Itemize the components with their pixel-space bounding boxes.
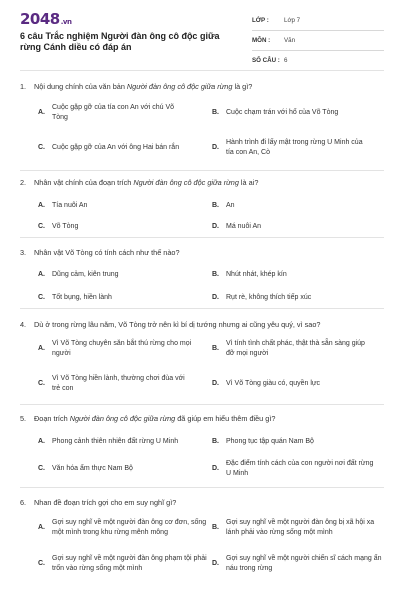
option-d[interactable] bbox=[212, 554, 384, 574]
option-letter: A. bbox=[38, 271, 45, 278]
question-stem bbox=[20, 320, 386, 330]
question-2 bbox=[20, 178, 386, 230]
question-stem bbox=[20, 82, 386, 92]
option-letter: B. bbox=[212, 438, 219, 445]
option-text: Tốt bụng, hiền lành bbox=[52, 294, 112, 301]
option-letter: D. bbox=[212, 294, 219, 301]
meta-value: 6 bbox=[284, 57, 288, 64]
option-text: Cuộc gặp gỡ của An với ông Hai bán rắn bbox=[52, 144, 180, 151]
option-b[interactable] bbox=[212, 339, 384, 359]
option-letter: B. bbox=[212, 271, 219, 278]
option-letter: D. bbox=[212, 465, 219, 472]
option-text: Đặc điểm tính cách của con người nơi đất rừng U Minh bbox=[226, 460, 374, 477]
meta-key: LỚP : bbox=[252, 17, 269, 24]
divider bbox=[20, 237, 384, 238]
option-d[interactable] bbox=[212, 138, 384, 158]
stem-text: đã giúp em hiểu thêm điều gì? bbox=[175, 414, 276, 423]
option-letter: C. bbox=[38, 144, 45, 151]
option-text: Cuộc chạm trán với hổ của Võ Tòng bbox=[226, 109, 339, 116]
option-text: Tía nuôi An bbox=[52, 202, 88, 209]
meta-grade bbox=[252, 13, 384, 31]
option-text: Gợi suy nghĩ về một người đàn ông phạm tội phải trốn vào rừng sống một mình bbox=[52, 555, 207, 572]
option-letter: B. bbox=[212, 202, 219, 209]
option-text: Dũng cảm, kiên trung bbox=[52, 271, 119, 278]
question-4 bbox=[20, 320, 386, 392]
divider bbox=[20, 404, 384, 405]
question-number: 6. bbox=[20, 498, 27, 507]
option-text: Gợi suy nghĩ về một người đàn ông cơ đơn, sống một mình trong khu rừng mênh mông bbox=[52, 519, 207, 536]
option-text: Vì Võ Tòng hiền lành, thường chơi đùa với trẻ con bbox=[52, 375, 185, 392]
divider bbox=[20, 487, 384, 488]
option-letter: C. bbox=[38, 294, 45, 301]
meta-question-count bbox=[252, 53, 384, 71]
option-text: Phong cảnh thiên nhiên đất rừng U Minh bbox=[52, 438, 179, 445]
meta-key: SỐ CÂU : bbox=[252, 57, 280, 64]
option-text: Vì tính tình chất phác, thật thà sẵn sàng giúp đỡ mọi người bbox=[226, 340, 365, 357]
meta-key: MÔN : bbox=[252, 37, 271, 44]
option-letter: C. bbox=[38, 223, 45, 230]
option-text: Nhút nhát, khép kín bbox=[226, 271, 287, 278]
divider bbox=[20, 70, 384, 71]
option-text: Hành trình đi lấy mật trong rừng U Minh của tía con An, Cò bbox=[226, 139, 363, 156]
divider bbox=[20, 308, 384, 309]
meta-info bbox=[252, 13, 384, 73]
stem-text: Dù ở trong rừng lâu năm, Võ Tòng trở nên kì bí dị tướng nhưng ai cũng yêu quý, vì sao? bbox=[34, 320, 321, 329]
stem-text: Nhan đề đoạn trích gợi cho em suy nghĩ gì? bbox=[34, 498, 177, 507]
question-number: 3. bbox=[20, 248, 27, 257]
stem-text: Đoạn trích bbox=[34, 414, 70, 423]
question-number: 5. bbox=[20, 414, 27, 423]
stem-italic: Người đàn ông cô độc giữa rừng bbox=[69, 414, 176, 423]
stem-text: Nội dung chính của văn bản bbox=[34, 82, 127, 91]
option-letter: D. bbox=[212, 144, 219, 151]
stem-text: Nhân vật Võ Tòng có tính cách như thế nào? bbox=[34, 248, 180, 257]
page-title: 6 câu Trắc nghiệm Người đàn ông cô độc giữa rừng Cánh diều có đáp án bbox=[20, 31, 220, 52]
option-letter: C. bbox=[38, 560, 45, 567]
option-letter: A. bbox=[38, 438, 45, 445]
option-c[interactable] bbox=[38, 374, 208, 394]
option-text: Gợi suy nghĩ về một người chiến sĩ cách mạng ẩn náu trong rừng bbox=[226, 555, 382, 572]
meta-value: Văn bbox=[284, 37, 296, 44]
option-letter: C. bbox=[38, 380, 45, 387]
option-text: Văn hóa ẩm thực Nam Bộ bbox=[52, 465, 133, 472]
question-1 bbox=[20, 82, 386, 156]
question-stem bbox=[20, 498, 386, 508]
option-c[interactable] bbox=[38, 554, 210, 574]
question-number: 4. bbox=[20, 320, 27, 329]
question-number: 1. bbox=[20, 82, 27, 91]
option-text: Má nuôi An bbox=[226, 223, 262, 230]
option-letter: D. bbox=[212, 223, 219, 230]
option-text: Cuộc gặp gỡ của tía con An với chú Võ Tòng bbox=[52, 104, 175, 121]
option-text: Rụt rè, không thích tiếp xúc bbox=[226, 294, 312, 301]
option-letter: A. bbox=[38, 202, 45, 209]
stem-italic: Người đàn ông cô độc giữa rừng bbox=[133, 178, 239, 187]
logo-suffix: .vn bbox=[60, 18, 72, 26]
option-a[interactable] bbox=[38, 339, 208, 359]
stem-italic: Người đàn ông cô độc giữa rừng bbox=[126, 82, 233, 91]
site-logo[interactable] bbox=[20, 10, 71, 28]
meta-value: Lớp 7 bbox=[284, 17, 301, 24]
question-stem bbox=[20, 248, 386, 258]
question-6 bbox=[20, 498, 386, 572]
question-stem bbox=[20, 178, 386, 188]
option-letter: A. bbox=[38, 109, 45, 116]
divider bbox=[20, 170, 384, 171]
option-letter: D. bbox=[212, 380, 219, 387]
option-text: Vì Võ Tòng chuyên săn bắt thú rừng cho mọi người bbox=[52, 340, 192, 357]
question-3 bbox=[20, 248, 386, 301]
stem-text: Nhân vật chính của đoạn trích bbox=[34, 178, 134, 187]
header bbox=[0, 0, 400, 66]
option-text: Vì Võ Tòng giàu có, quyền lực bbox=[226, 380, 321, 387]
option-text: An bbox=[226, 202, 235, 209]
option-letter: A. bbox=[38, 345, 45, 352]
option-letter: D. bbox=[212, 560, 219, 567]
meta-subject bbox=[252, 33, 384, 51]
option-a[interactable] bbox=[38, 518, 210, 538]
question-stem bbox=[20, 414, 386, 424]
question-5 bbox=[20, 414, 386, 477]
stem-text: là gì? bbox=[232, 82, 253, 91]
logo-text: 2048 bbox=[20, 10, 60, 28]
option-letter: B. bbox=[212, 345, 219, 352]
option-letter: A. bbox=[38, 524, 45, 531]
option-text: Gợi suy nghĩ về một người đàn ông bị xã hội xa lánh phải vào rừng sống một mình bbox=[226, 519, 375, 536]
option-b[interactable] bbox=[212, 518, 384, 538]
option-letter: C. bbox=[38, 465, 45, 472]
question-number: 2. bbox=[20, 178, 27, 187]
stem-text: là ai? bbox=[238, 178, 259, 187]
option-text: Võ Tòng bbox=[52, 223, 79, 230]
option-letter: B. bbox=[212, 524, 219, 531]
option-d[interactable] bbox=[212, 459, 384, 479]
option-a[interactable] bbox=[38, 103, 198, 123]
option-text: Phong tục tập quán Nam Bộ bbox=[226, 438, 314, 445]
option-letter: B. bbox=[212, 109, 219, 116]
